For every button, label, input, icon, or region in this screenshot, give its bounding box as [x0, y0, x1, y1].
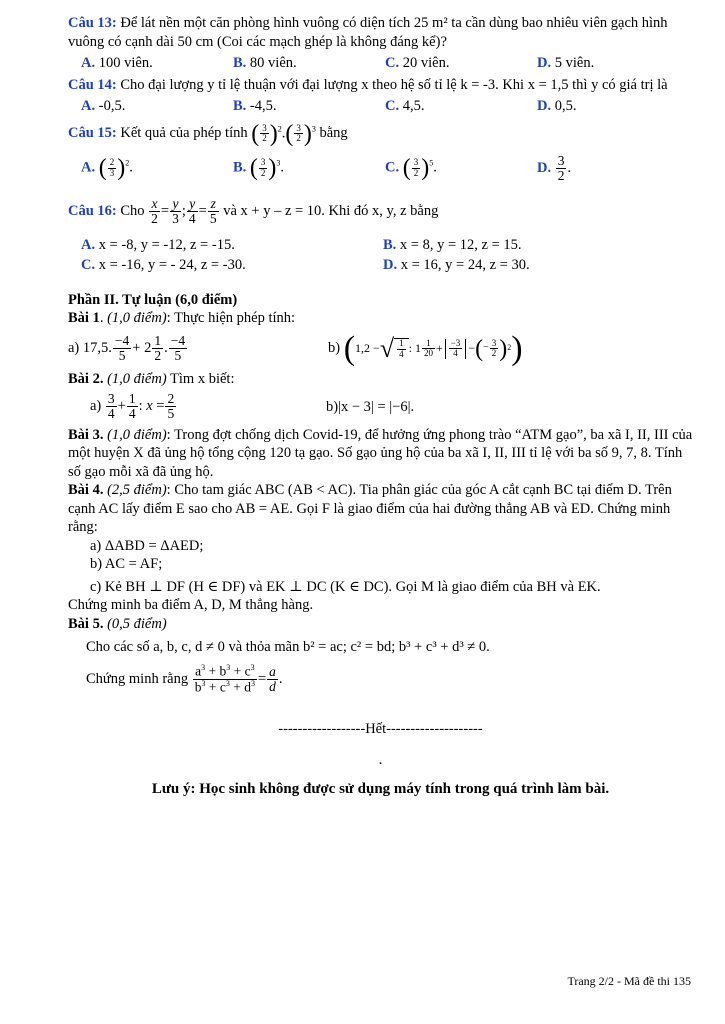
- problem-1b: b) ( 1,2 − √ $\frac{1}{4}$ : 1 $\frac{1}{20}$ + $\frac{-3}{4}$ − ( − $\frac{3}{2}$ ) 2 ): [328, 329, 523, 367]
- option-c: C. x = -16, y = - 24, z = -30.: [81, 256, 246, 273]
- question-text: Để lát nền một căn phòng hình vuông có diện tích 25 m² ta cần dùng bao nhiêu viên gạch hình vuông có cạnh dài 50 cm (Coi các mạch ghép là không đáng kể)?: [68, 15, 668, 50]
- question-label: Câu 16:: [68, 203, 117, 220]
- problem-4c: c) Kẻ BH ⊥ DF (H ∈ DF) và EK ⊥ DC (K ∈ DC). Gọi M là giao điểm của BH và EK.: [90, 578, 601, 595]
- problem-4: Bài 4. (2,5 điểm): Cho tam giác ABC (AB < AC). Tia phân giác của góc A cắt cạnh BC tại điểm D. Trên cạnh AC lấy điểm E sao cho AB = AE. Gọi F là giao điểm của hai đường thẳng AB và ED. Chứng minh rằng:: [68, 482, 672, 536]
- option-c: C. ( $\frac{3}{2}$ )$^5$.: [385, 155, 437, 182]
- question-14-options: [68, 97, 693, 116]
- option-b: B. -4,5.: [233, 98, 277, 115]
- option-d: D. x = 16, y = 24, z = 30.: [383, 256, 530, 273]
- dot-mark: .: [378, 751, 383, 768]
- option-b: B. ( $\frac{3}{2}$ )$^3$.: [233, 155, 285, 182]
- option-d: D. 0,5.: [537, 98, 577, 115]
- question-15-options: [68, 154, 693, 183]
- option-b: B. 80 viên.: [233, 55, 297, 72]
- problem-1: Bài 1. (1,0 điểm): Thực hiện phép tính:: [68, 310, 296, 327]
- question-14: [68, 76, 693, 95]
- question-16: Câu 16: Cho $\frac{x}{2}$ = $\frac{y}{3}$ ; $\frac{y}{4}$ = $\frac{z}{5}$ và x + y – z = 10. Khi đó x, y, z bằng: [68, 196, 439, 227]
- option-c: C. 20 viên.: [385, 55, 450, 72]
- problem-2: Bài 2. (1,0 điểm) Tìm x biết:: [68, 370, 235, 387]
- problem-1a: a) 17,5. $\frac{-4}{5}$ + 2 $\frac{1}{2}$ . $\frac{-4}{5}$: [68, 332, 186, 364]
- problem-4b: b) AC = AF;: [90, 556, 163, 573]
- end-mark: ------------------Hết--------------------: [278, 721, 483, 738]
- exam-note: Lưu ý: Học sinh không được sử dụng máy tính trong quá trình làm bài.: [151, 780, 610, 797]
- question-text: Kết quả của phép tính: [120, 125, 248, 142]
- problem-5: Bài 5. (0,5 điểm): [68, 615, 167, 632]
- problem-3: Bài 3. (1,0 điểm): Trong đợt chống dịch Covid-19, để hưởng ứng phong trào “ATM gạo”, ba xã I, II, III của một huyện X đã ủng hộ tổng cộng 120 tạ gạo. Số gạo ủng hộ của ba xã I, II, III tỉ lệ với ba số 9, 7, 8. Tính số gạo mỗi xã đã ủng hộ.: [68, 426, 693, 480]
- problem-2-expressions: [68, 392, 693, 421]
- question-label: Câu 14:: [68, 76, 117, 93]
- option-a: A. x = -8, y = -12, z = -15.: [81, 237, 235, 254]
- page-footer: Trang 2/2 - Mã đề thi 135: [567, 974, 691, 988]
- math-expression: ( $\frac{3}{2}$ )$^2$.( $\frac{3}{2}$ )$^3$: [251, 120, 316, 147]
- option-b: B. x = 8, y = 12, z = 15.: [383, 237, 522, 254]
- problem-2b: b)|x − 3| = |−6|.: [326, 398, 415, 415]
- problem-1-expressions: [68, 329, 693, 367]
- question-16-options-row1: [68, 236, 693, 255]
- problem-4c-cont: Chứng minh ba điểm A, D, M thẳng hàng.: [68, 597, 314, 614]
- exam-page: [68, 14, 693, 799]
- question-16-options-row2: [68, 256, 693, 275]
- option-d: D. 5 viên.: [537, 55, 595, 72]
- problem-5-prove: Chứng minh rằng $\frac{a^3 + b^3 + c^3}{b^3 + c^3 + d^3}$ = $\frac{a}{d}$ .: [86, 663, 283, 695]
- math-expression: $\frac{x}{2}$ = $\frac{y}{3}$ ; $\frac{y}{4}$ = $\frac{z}{5}$: [151, 196, 217, 227]
- option-a: A. 100 viên.: [81, 55, 153, 72]
- question-label: Câu 15:: [68, 125, 117, 142]
- option-d: D. $\frac{3}{2}$ .: [537, 152, 572, 183]
- question-13-options: [68, 54, 693, 73]
- problem-5-text: Cho các số a, b, c, d ≠ 0 và thỏa mãn b² = ac; c² = bd; b³ + c³ + d³ ≠ 0.: [86, 638, 490, 655]
- option-a: A. -0,5.: [81, 98, 126, 115]
- option-a: A. ( $\frac{2}{3}$ )$^2$.: [81, 155, 133, 182]
- problem-4a: a) ΔABD = ΔAED;: [90, 537, 204, 554]
- question-15: Câu 15: Kết quả của phép tính ( $\frac{3}{2}$ )$^2$.( $\frac{3}{2}$ )$^3$ bằng: [68, 120, 348, 147]
- problem-2a: a) $\frac{3}{4}$ + $\frac{1}{4}$ : x = $\frac{2}{5}$: [90, 391, 175, 422]
- question-label: Câu 13:: [68, 15, 117, 31]
- part-2-title: Phần II. Tự luận (6,0 điểm): [68, 291, 238, 308]
- option-c: C. 4,5.: [385, 98, 425, 115]
- question-13: [68, 14, 693, 51]
- question-text: Cho đại lượng y tỉ lệ thuận với đại lượng x theo hệ số tỉ lệ k = -3. Khi x = 1,5 thì y có giá trị là: [120, 76, 668, 93]
